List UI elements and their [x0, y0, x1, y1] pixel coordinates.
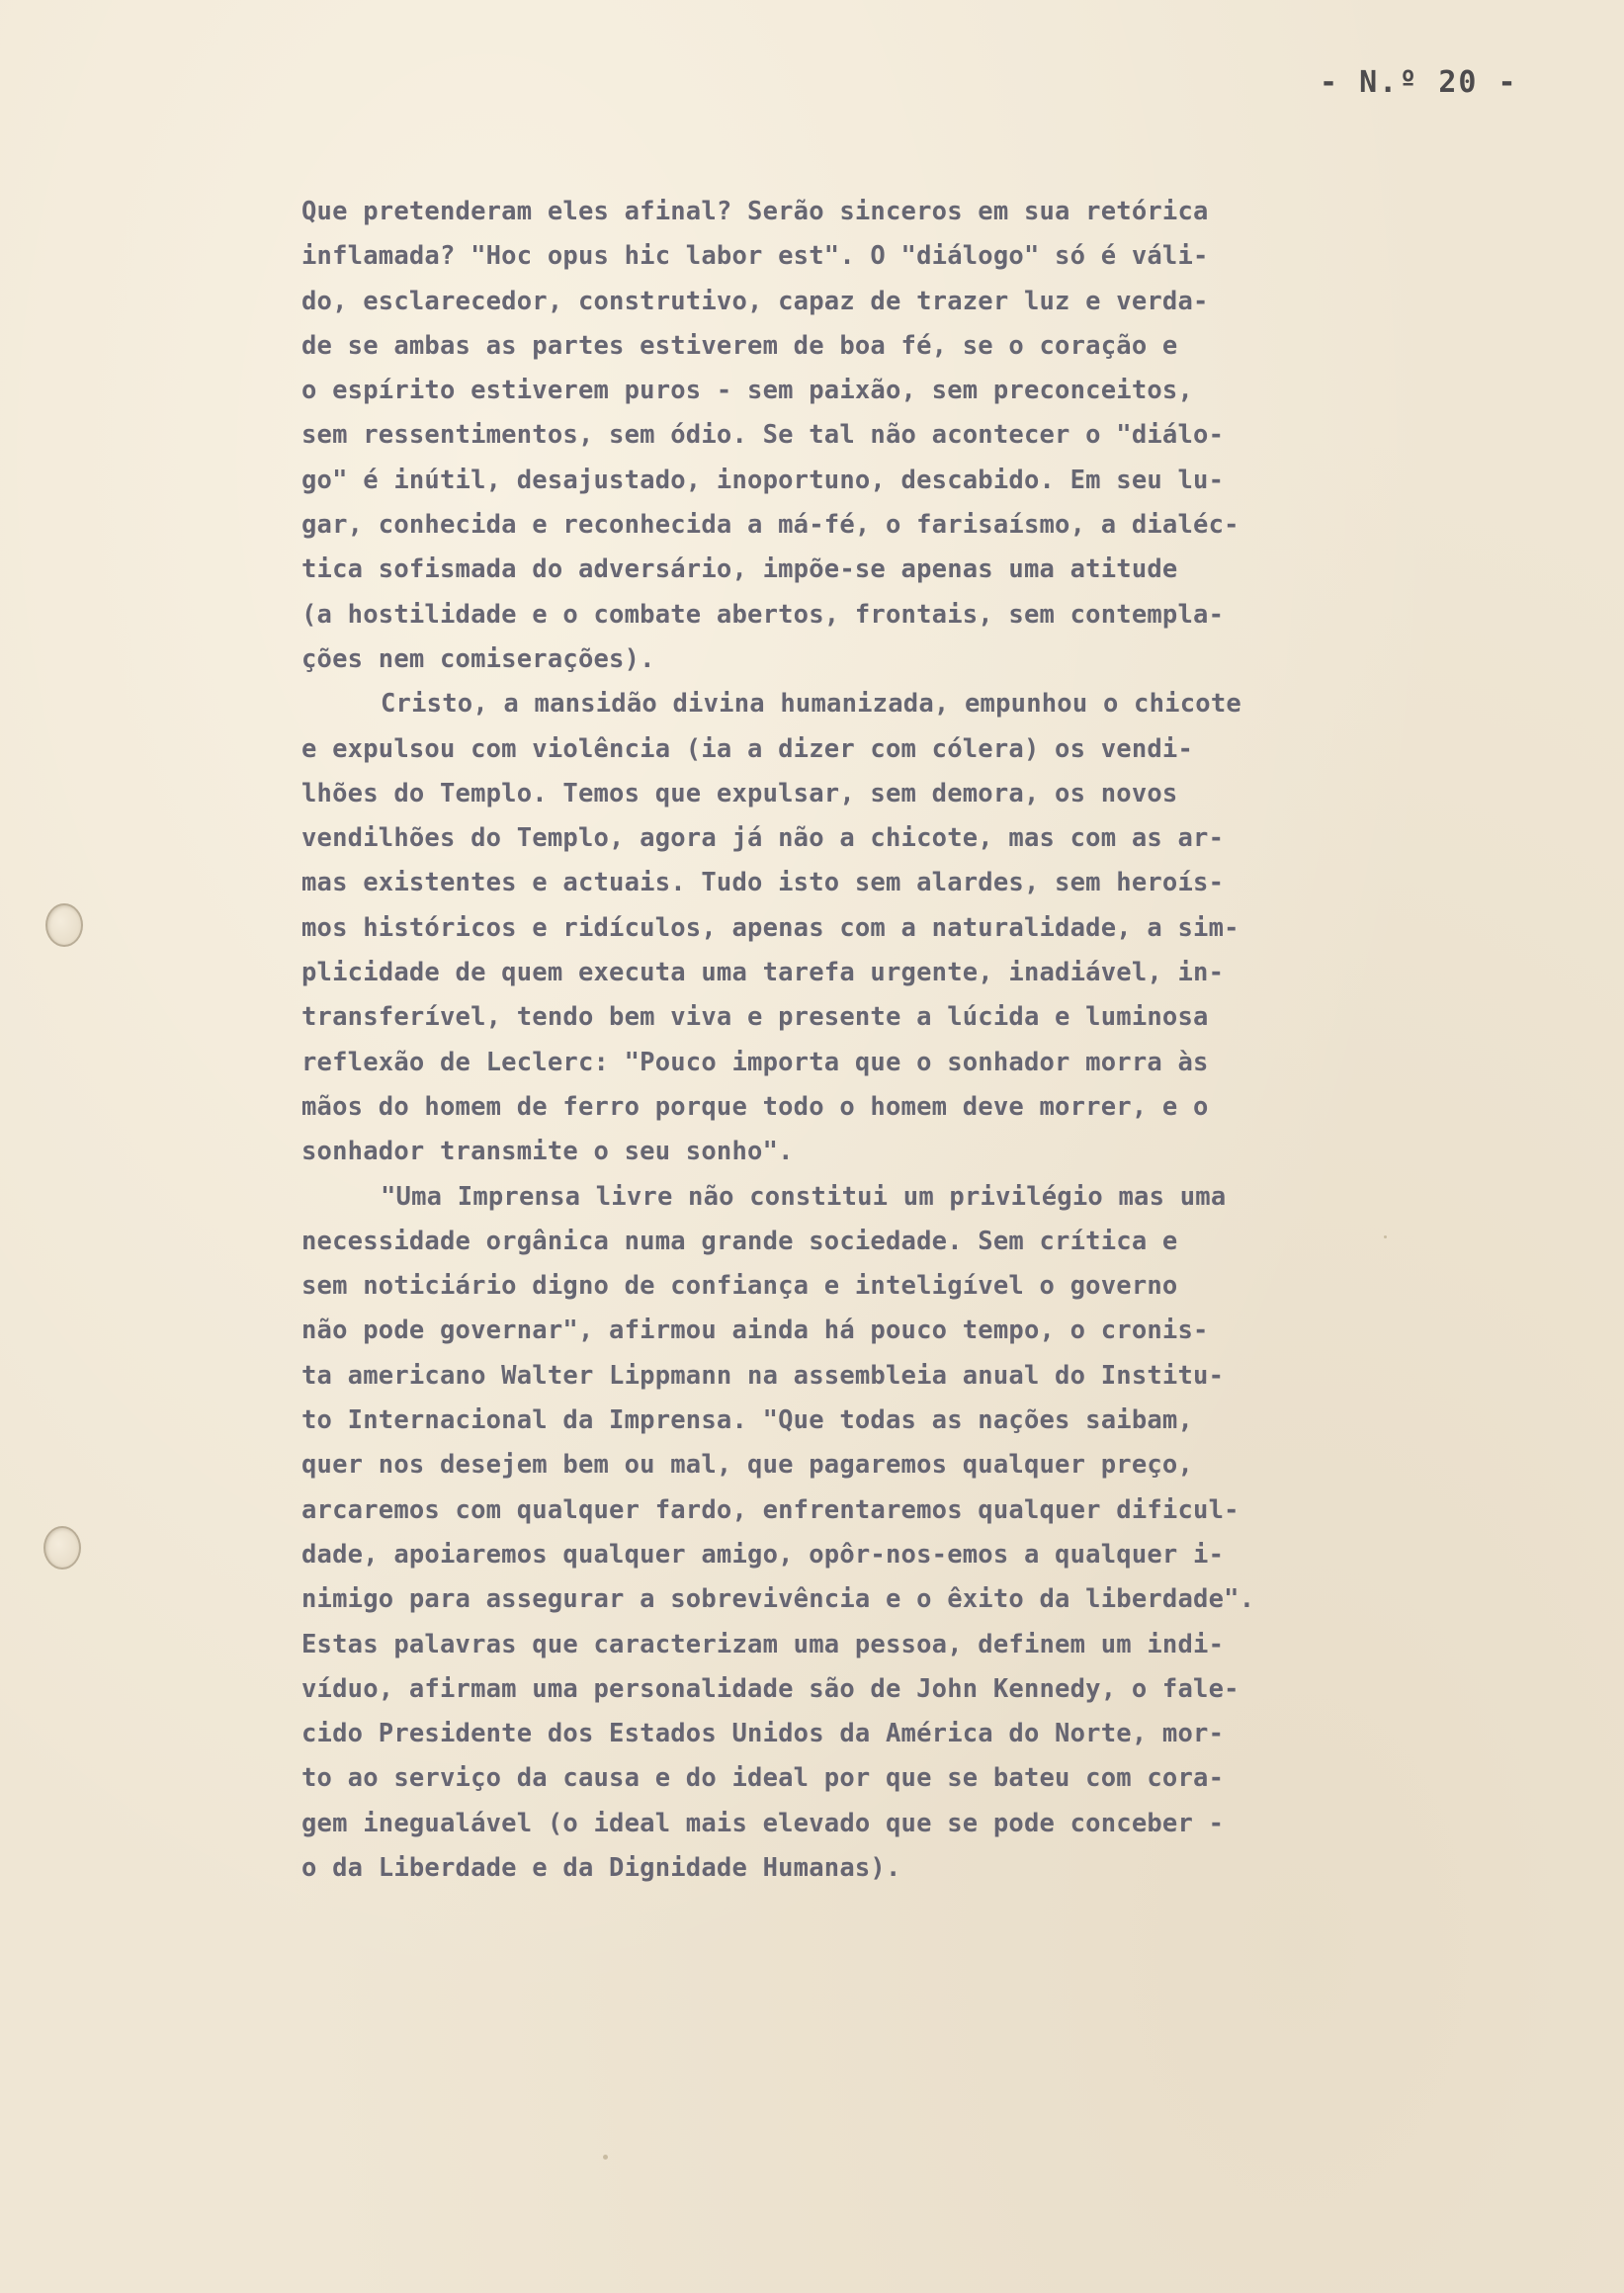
text-line: sem ressentimentos, sem ódio. Se tal não acontecer o "diálo-: [301, 420, 1225, 451]
text-line: necessidade orgânica numa grande sociedade. Sem crítica e: [301, 1226, 1178, 1256]
text-line: lhões do Templo. Temos que expulsar, sem demora, os novos: [301, 778, 1178, 808]
text-line: quer nos desejem bem ou mal, que pagaremos qualquer preço,: [301, 1450, 1194, 1481]
text-line: Estas palavras que caracterizam uma pessoa, definem um indi-: [301, 1629, 1225, 1659]
text-line: do, esclarecedor, construtivo, capaz de trazer luz e verda-: [301, 286, 1209, 316]
text-line: o da Liberdade e da Dignidade Humanas).: [301, 1852, 901, 1883]
paper-speck: [603, 2155, 608, 2160]
text-line: reflexão de Leclerc: "Pouco importa que o sonhador morra às: [301, 1047, 1209, 1077]
text-line: ta americano Walter Lippmann na assembleia anual do Institu-: [301, 1360, 1225, 1391]
body-text: [301, 190, 1542, 1891]
punch-hole: [43, 1526, 81, 1570]
text-line: to ao serviço da causa e do ideal por que se bateu com cora-: [301, 1763, 1225, 1794]
text-line: Que pretenderam eles afinal? Serão sinceros em sua retórica: [301, 197, 1209, 226]
text-line: ções nem comiserações).: [301, 643, 655, 674]
text-line: dade, apoiaremos qualquer amigo, opôr-nos-emos a qualquer i-: [301, 1539, 1225, 1570]
text-line: sem noticiário digno de confiança e inteligível o governo: [301, 1271, 1178, 1302]
text-line: vendilhões do Templo, agora já não a chicote, mas com as ar-: [301, 823, 1225, 854]
text-line: transferível, tendo bem viva e presente a lúcida e luminosa: [301, 1002, 1209, 1033]
paragraph: [301, 1175, 1542, 1892]
text-line: mos históricos e ridículos, apenas com a naturalidade, a sim-: [301, 912, 1239, 943]
text-line: gem inegualável (o ideal mais elevado que se pode conceber -: [301, 1808, 1225, 1838]
page-number: - N.º 20 -: [1320, 65, 1518, 100]
text-line: víduo, afirmam uma personalidade são de John Kennedy, o fale-: [301, 1673, 1239, 1704]
text-line: mas existentes e actuais. Tudo isto sem alardes, sem heroís-: [301, 868, 1225, 898]
text-line: inflamada? "Hoc opus hic labor est". O "diálogo" só é váli-: [301, 241, 1209, 272]
text-line: cido Presidente dos Estados Unidos da América do Norte, mor-: [301, 1719, 1225, 1749]
paragraph: [301, 190, 1542, 682]
text-line: tica sofismada do adversário, impõe-se apenas uma atitude: [301, 554, 1178, 585]
punch-hole: [45, 903, 83, 947]
text-line: Cristo, a mansidão divina humanizada, empunhou o chicote: [381, 689, 1241, 720]
text-line: go" é inútil, desajustado, inoportuno, descabido. Em seu lu-: [301, 465, 1225, 495]
text-line: to Internacional da Imprensa. "Que todas as nações saibam,: [301, 1405, 1194, 1436]
text-line: "Uma Imprensa livre não constitui um privilégio mas uma: [381, 1181, 1227, 1212]
text-line: sonhador transmite o seu sonho".: [301, 1137, 794, 1167]
text-line: gar, conhecida e reconhecida a má-fé, o farisaísmo, a dialéc-: [301, 510, 1239, 541]
text-line: o espírito estiverem puros - sem paixão, sem preconceitos,: [301, 376, 1194, 406]
text-line: de se ambas as partes estiverem de boa fé, se o coração e: [301, 330, 1178, 361]
text-line: (a hostilidade e o combate abertos, frontais, sem contempla-: [301, 599, 1225, 630]
text-line: mãos do homem de ferro porque todo o homem deve morrer, e o: [301, 1091, 1209, 1122]
text-line: arcaremos com qualquer fardo, enfrentaremos qualquer dificul-: [301, 1494, 1239, 1525]
text-line: não pode governar", afirmou ainda há pouco tempo, o cronis-: [301, 1316, 1209, 1346]
paragraph: [301, 682, 1542, 1174]
text-line: nimigo para assegurar a sobrevivência e o êxito da liberdade".: [301, 1584, 1255, 1615]
text-line: plicidade de quem executa uma tarefa urgente, inadiável, in-: [301, 958, 1225, 988]
text-line: e expulsou com violência (ia a dizer com cólera) os vendi-: [301, 733, 1194, 764]
